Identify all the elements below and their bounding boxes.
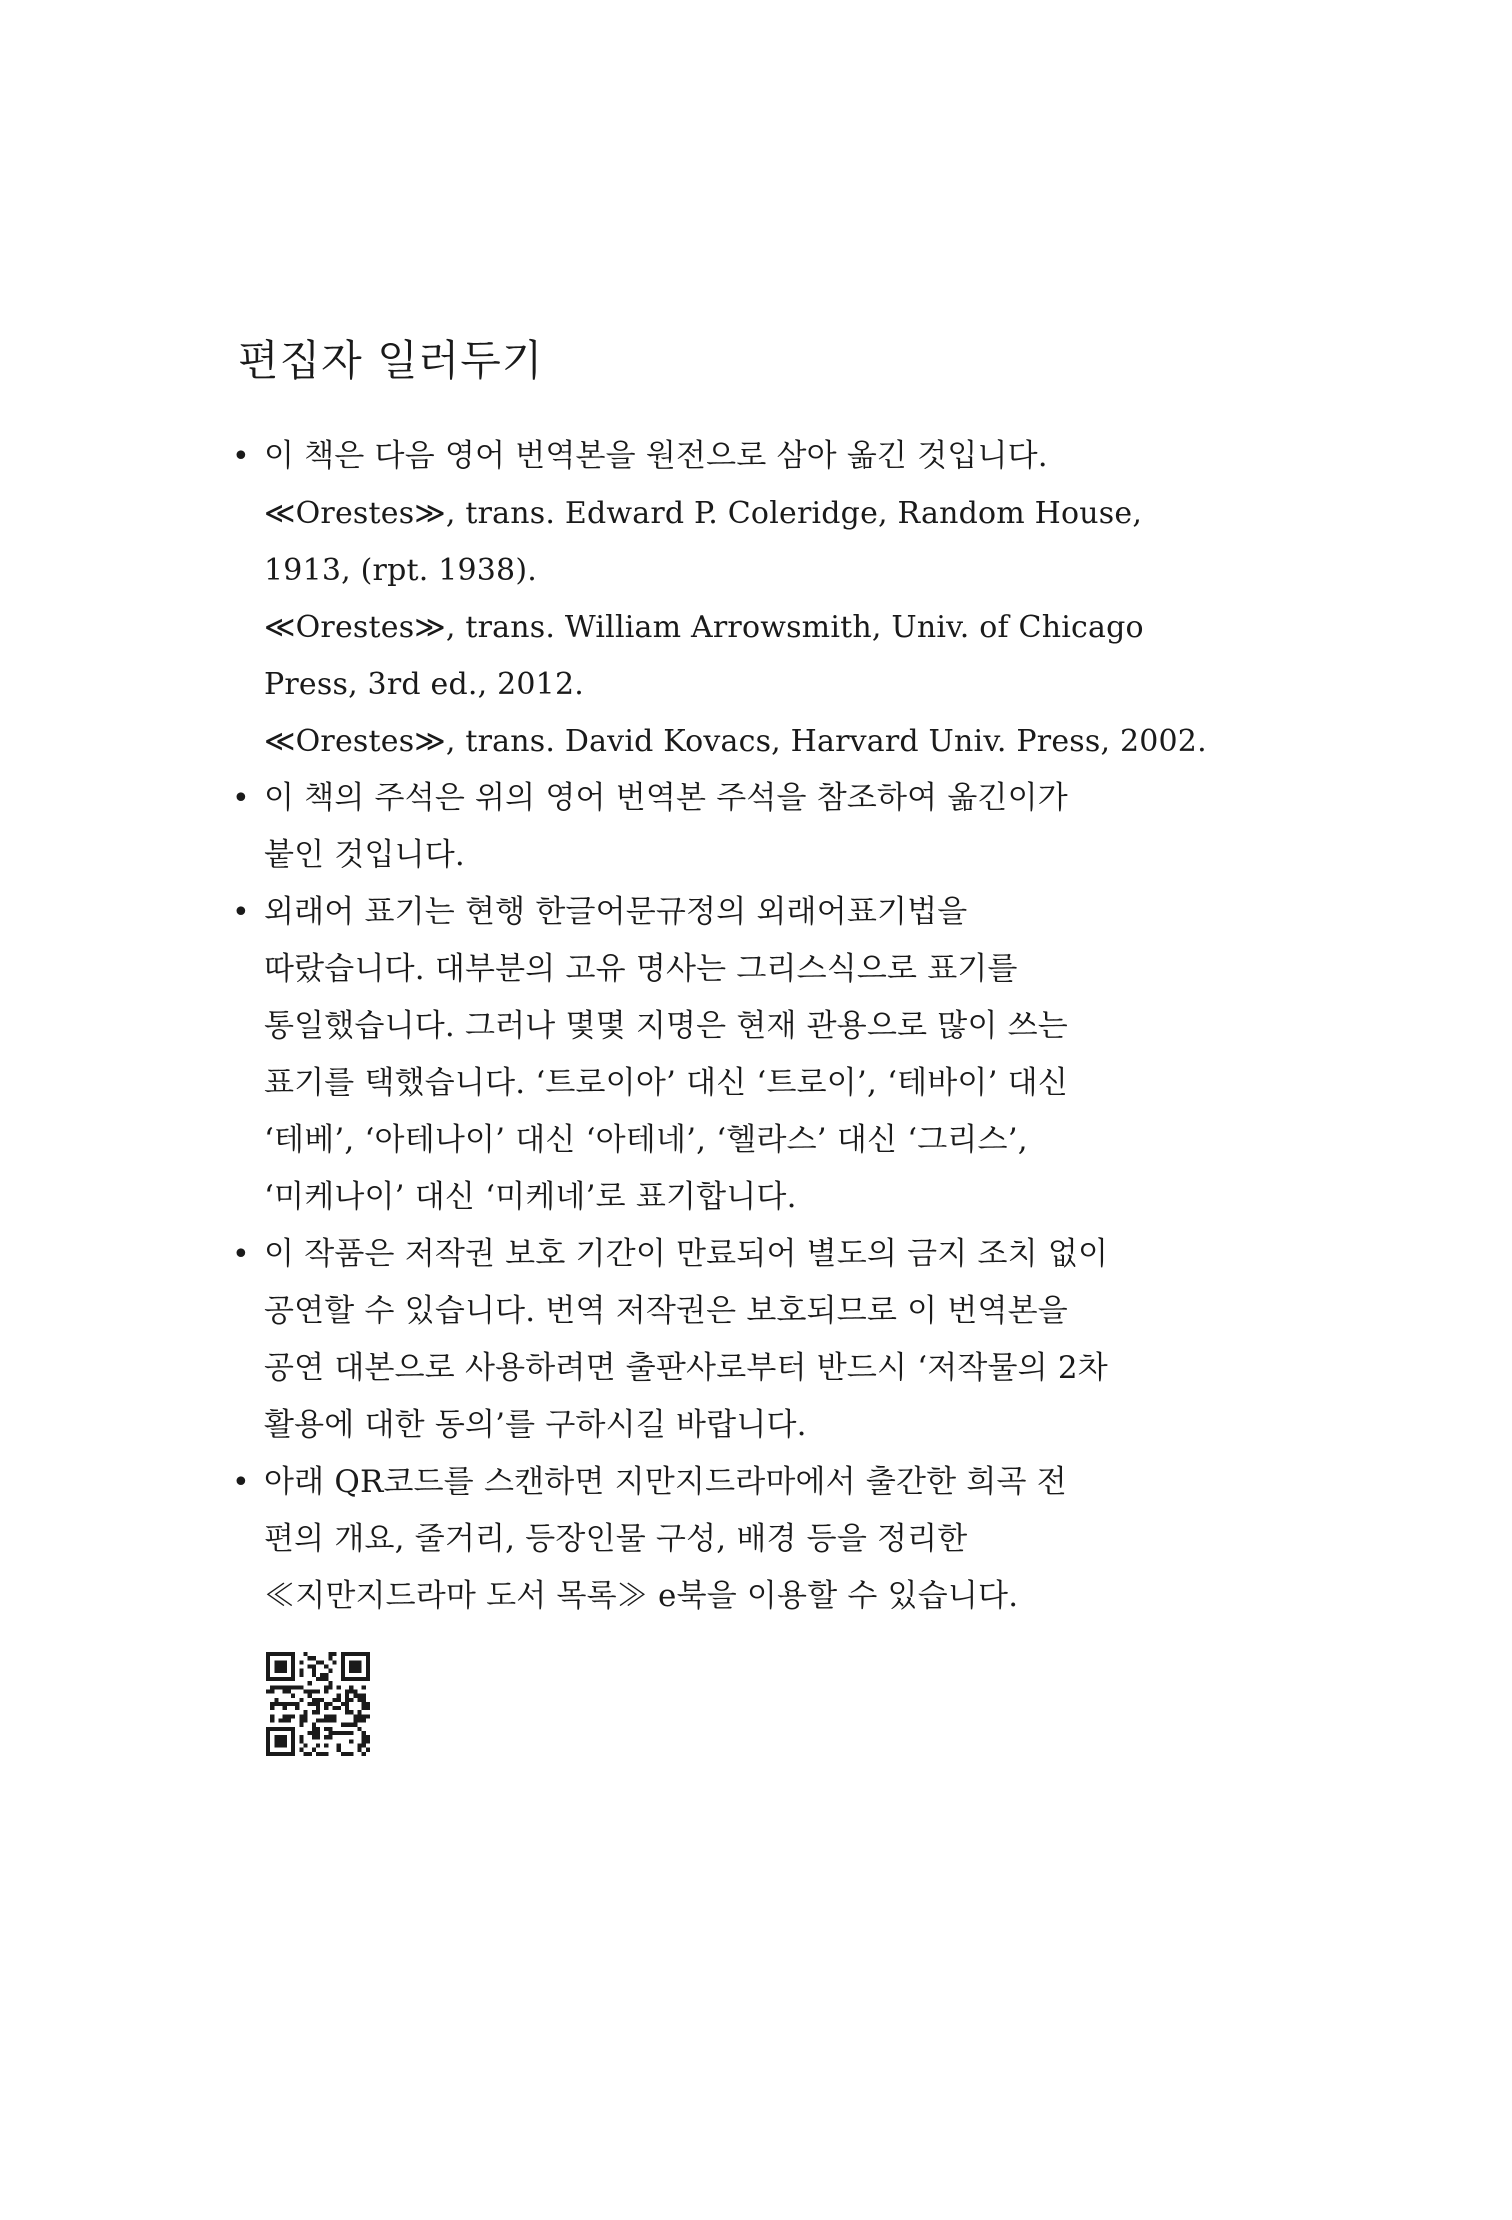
note-line: 활용에 대한 동의’를 구하시길 바랍니다. [264, 1407, 807, 1443]
note-line: 1913, (rpt. 1938). [264, 553, 537, 588]
qr-code-icon [266, 1652, 370, 1756]
note-line: ≪Orestes≫, trans. David Kovacs, Harvard Univ. Press, 2002. [264, 724, 1207, 759]
note-line: • 이 책의 주석은 위의 영어 번역본 주석을 참조하여 옮긴이가 [264, 780, 1068, 816]
page-title: 편집자 일러두기 [238, 336, 544, 385]
note-copyright [232, 1226, 1232, 1454]
note-qr-catalog [232, 1454, 1232, 1625]
note-line: 공연 대본으로 사용하려면 출판사로부터 반드시 ‘저작물의 2차 [264, 1350, 1108, 1386]
note-line: • 이 작품은 저작권 보호 기간이 만료되어 별도의 금지 조치 없이 [264, 1236, 1109, 1272]
note-line: ≪Orestes≫, trans. Edward P. Coleridge, Random House, [264, 496, 1143, 531]
editor-notes-list [232, 428, 1232, 1625]
note-sources [232, 428, 1232, 770]
note-line: 공연할 수 있습니다. 번역 저작권은 보호되므로 이 번역본을 [264, 1293, 1068, 1329]
note-line: ≪지만지드라마 도서 목록≫ e북을 이용할 수 있습니다. [264, 1578, 1019, 1614]
note-line: 붙인 것입니다. [264, 837, 465, 873]
note-line: • 외래어 표기는 현행 한글어문규정의 외래어표기법을 [264, 894, 968, 930]
note-annotations [232, 770, 1232, 884]
note-line: 따랐습니다. 대부분의 고유 명사는 그리스식으로 표기를 [264, 951, 1018, 987]
note-line: 편의 개요, 줄거리, 등장인물 구성, 배경 등을 정리한 [264, 1521, 968, 1557]
qr-code [266, 1652, 370, 1756]
note-line: • 아래 QR코드를 스캔하면 지만지드라마에서 출간한 희곡 전 [264, 1464, 1067, 1500]
note-line: 통일했습니다. 그러나 몇몇 지명은 현재 관용으로 많이 쓰는 [264, 1008, 1068, 1044]
note-line: ‘테베’, ‘아테나이’ 대신 ‘아테네’, ‘헬라스’ 대신 ‘그리스’, [264, 1122, 1028, 1158]
note-line: ‘미케나이’ 대신 ‘미케네’로 표기합니다. [264, 1179, 797, 1215]
note-transliteration [232, 884, 1232, 1226]
note-line: • 이 책은 다음 영어 번역본을 원전으로 삼아 옮긴 것입니다. [264, 438, 1048, 474]
note-line: Press, 3rd ed., 2012. [264, 667, 584, 702]
note-line: 표기를 택했습니다. ‘트로이아’ 대신 ‘트로이’, ‘테바이’ 대신 [264, 1065, 1068, 1101]
note-line: ≪Orestes≫, trans. William Arrowsmith, Univ. of Chicago [264, 610, 1144, 645]
